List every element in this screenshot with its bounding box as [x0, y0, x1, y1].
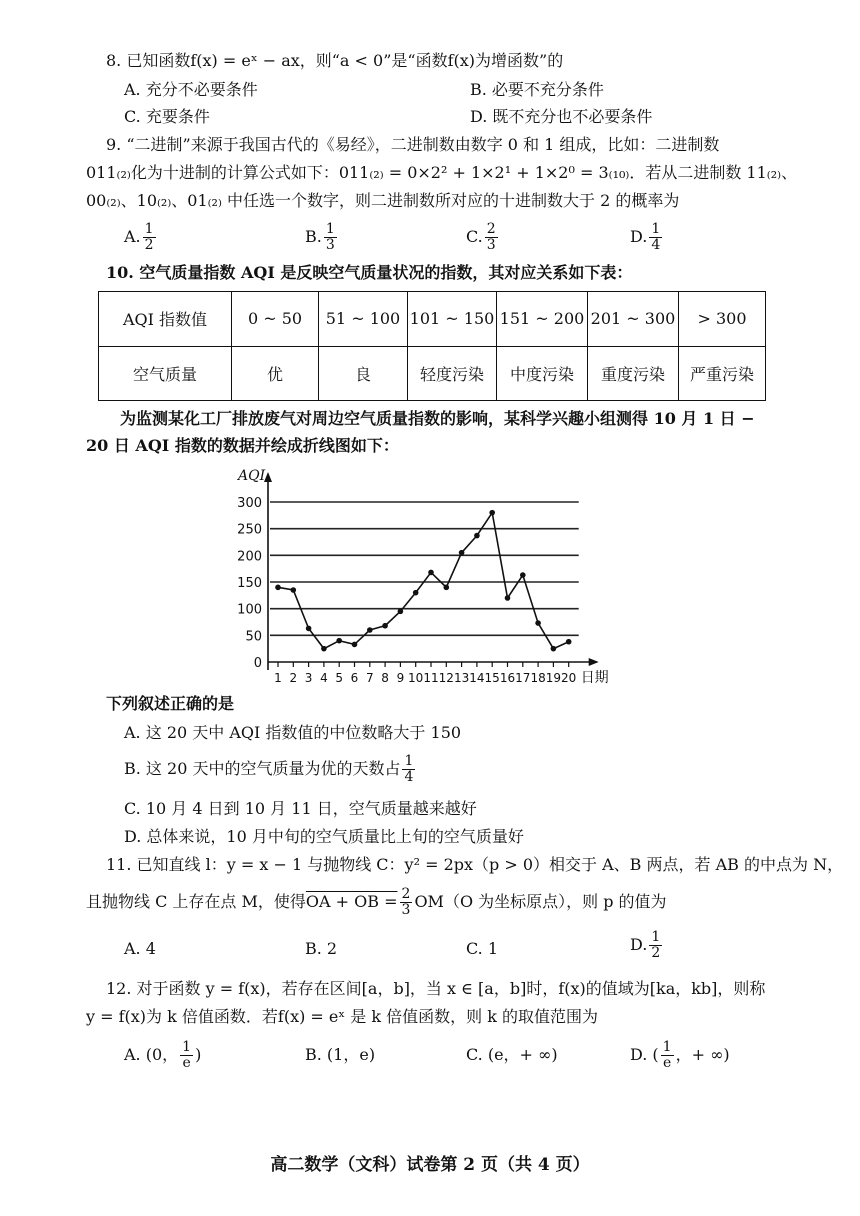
- table-cell: 优: [232, 346, 319, 401]
- x-tick-label: 11: [423, 671, 439, 685]
- x-axis-label: 日期: [580, 670, 609, 686]
- q8-option-a: A. 充分不必要条件: [124, 80, 258, 99]
- q11-option-c: C. 1: [466, 939, 499, 958]
- q9-option-d: D. $\frac{1}{4}$: [630, 221, 661, 253]
- table-cell: 轻度污染: [408, 346, 497, 401]
- q11-line2: 且抛物线 C 上存在点 M，使得OA + OB = $\frac{2}{3}$ OM（O 为坐标原点），则 p 的值为: [86, 886, 667, 918]
- y-tick-label: 200: [237, 549, 262, 565]
- q8-option-c: C. 充要条件: [124, 107, 210, 126]
- table-cell: 严重污染: [679, 346, 766, 401]
- y-tick-label: 50: [245, 629, 262, 645]
- q9-option-a: A. $\frac{1}{2}$: [124, 221, 154, 253]
- q9-line2: 011₍₂₎化为十进制的计算公式如下：011₍₂₎ = 0×2² + 1×2¹ + 1×2⁰ = 3₍₁₀₎．若从二进制数 11₍₂₎、: [86, 163, 798, 182]
- fraction: $\frac{1}{2}$: [144, 221, 154, 253]
- data-point: [336, 638, 342, 644]
- table-cell: 空气质量: [99, 346, 232, 401]
- x-tick-label: 3: [304, 671, 313, 685]
- data-point: [428, 570, 434, 576]
- x-tick-label: 19: [545, 671, 562, 685]
- fraction: $\frac{2}{3}$: [486, 221, 496, 253]
- data-point: [321, 646, 327, 652]
- q10-stem: 10. 空气质量指数 AQI 是反映空气质量状况的指数，其对应关系如下表：: [106, 263, 633, 282]
- y-axis-label: AQI: [238, 468, 266, 484]
- q10-option-a: A. 这 20 天中 AQI 指数值的中位数略大于 150: [124, 723, 462, 742]
- fraction: $\frac{2}{3}$: [401, 886, 411, 918]
- q8-stem: 8. 已知函数f(x) = eˣ − ax，则“a < 0”是“函数f(x)为增函数”的: [106, 51, 564, 70]
- fraction: $\frac{1}{e}$: [182, 1039, 192, 1071]
- q10-option-b: B. 这 20 天中的空气质量为优的天数占 $\frac{1}{4}$: [124, 753, 414, 785]
- q10-option-c: C. 10 月 4 日到 10 月 11 日，空气质量越来越好: [124, 799, 477, 818]
- q8-option-d: D. 既不充分也不必要条件: [470, 107, 653, 126]
- table-cell: 0 ~ 50: [232, 292, 319, 347]
- x-tick-label: 10: [408, 671, 424, 685]
- q10-para1: 为监测某化工厂排放废气对周边空气质量指数的影响，某科学兴趣小组测得 10 月 1 日 −: [120, 409, 755, 428]
- fraction: $\frac{1}{e}$: [662, 1039, 672, 1071]
- vector-expression: OA + OB =: [305, 892, 398, 911]
- data-point: [505, 595, 511, 601]
- data-point: [398, 609, 404, 615]
- x-tick-label: 16: [499, 671, 516, 685]
- table-row: [99, 292, 766, 347]
- table-cell: 151 ~ 200: [497, 292, 588, 347]
- x-tick-label: 18: [530, 671, 546, 685]
- x-tick-label: 14: [469, 671, 485, 685]
- data-point: [474, 533, 480, 539]
- q9-option-b: B. $\frac{1}{3}$: [305, 221, 335, 253]
- q12-option-a: A. (0， $\frac{1}{e}$ ): [124, 1039, 202, 1071]
- q12-line2: y = f(x)为 k 倍值函数．若f(x) = eˣ 是 k 倍值函数，则 k 的取值范围为: [86, 1007, 598, 1026]
- q10-question: 下列叙述正确的是: [106, 694, 235, 713]
- q11-option-a: A. 4: [124, 939, 156, 958]
- table-cell: 201 ~ 300: [588, 292, 679, 347]
- table-cell: 51 ~ 100: [319, 292, 408, 347]
- q9-line1: 9. “二进制”来源于我国古代的《易经》，二进制数由数字 0 和 1 组成，比如：二进制数: [106, 135, 720, 154]
- fraction: $\frac{1}{3}$: [325, 221, 335, 253]
- q10-option-d: D. 总体来说，10 月中旬的空气质量比上旬的空气质量好: [124, 827, 524, 846]
- x-tick-label: 4: [320, 671, 328, 685]
- data-point: [382, 623, 388, 629]
- data-point: [413, 590, 419, 596]
- series-line: [278, 513, 569, 649]
- data-point: [489, 510, 495, 516]
- aqi-line-chart: [218, 460, 658, 695]
- data-point: [367, 627, 373, 633]
- table-cell: > 300: [679, 292, 766, 347]
- data-point: [352, 642, 358, 648]
- data-point: [551, 646, 557, 652]
- q11-option-d: D. $\frac{1}{2}$: [630, 929, 661, 961]
- aqi-table: [98, 291, 766, 401]
- x-tick-label: 6: [350, 671, 359, 685]
- x-tick-label: 15: [484, 671, 500, 685]
- data-point: [535, 620, 541, 626]
- q9-option-c: C. $\frac{2}{3}$: [466, 221, 496, 253]
- y-tick-label: 0: [253, 656, 262, 671]
- q11-option-b: B. 2: [305, 939, 338, 958]
- y-tick-label: 150: [237, 576, 262, 591]
- x-tick-label: 20: [561, 671, 577, 685]
- table-cell: 良: [319, 346, 408, 401]
- data-point: [306, 626, 312, 632]
- x-tick-label: 7: [365, 671, 374, 685]
- q8-option-b: B. 必要不充分条件: [470, 80, 604, 99]
- fraction: $\frac{1}{4}$: [404, 753, 414, 785]
- x-tick-label: 12: [438, 671, 454, 685]
- table-cell: 中度污染: [497, 346, 588, 401]
- data-point: [566, 639, 572, 645]
- table-cell: AQI 指数值: [99, 292, 232, 347]
- fraction: $\frac{1}{4}$: [651, 221, 661, 253]
- data-point: [459, 550, 465, 556]
- q10-para2: 20 日 AQI 指数的数据并绘成折线图如下：: [86, 436, 399, 455]
- y-tick-label: 300: [237, 496, 262, 511]
- y-tick-label: 100: [237, 602, 262, 618]
- q12-line1: 12. 对于函数 y = f(x)，若存在区间[a，b]，当 x ∈ [a，b]时，f(x)的值域为[ka，kb]，则称: [106, 979, 766, 998]
- x-tick-label: 8: [381, 671, 389, 685]
- table-cell: 101 ~ 150: [408, 292, 497, 347]
- q9-line3: 00₍₂₎、10₍₂₎、01₍₂₎ 中任选一个数字，则二进制数所对应的十进制数大于 2 的概率为: [86, 191, 680, 210]
- q12-option-b: B. (1，e): [305, 1045, 376, 1064]
- x-tick-label: 17: [515, 671, 531, 685]
- fraction: $\frac{1}{2}$: [651, 929, 661, 961]
- data-point: [444, 585, 450, 591]
- table-cell: 重度污染: [588, 346, 679, 401]
- x-tick-label: 9: [396, 671, 405, 685]
- y-tick-label: 250: [237, 522, 262, 538]
- x-tick-label: 13: [453, 671, 470, 685]
- q11-line1: 11. 已知直线 l：y = x − 1 与抛物线 C：y² = 2px（p > 0）相交于 A、B 两点，若 AB 的中点为 N，: [106, 855, 844, 874]
- q12-option-c: C. (e，+ ∞): [466, 1045, 558, 1064]
- data-point: [291, 587, 297, 593]
- x-tick-label: 1: [274, 671, 282, 685]
- data-point: [275, 585, 281, 591]
- page-footer: 高二数学（文科）试卷第 2 页（共 4 页）: [270, 1155, 590, 1175]
- q12-option-d: D. ( $\frac{1}{e}$ ，+ ∞): [630, 1039, 730, 1071]
- x-tick-label: 2: [289, 671, 298, 685]
- x-tick-label: 5: [335, 671, 344, 685]
- table-row: [99, 346, 766, 401]
- data-point: [520, 572, 526, 578]
- x-axis-arrow-icon: [589, 658, 599, 666]
- y-axis-arrow-icon: [264, 472, 272, 482]
